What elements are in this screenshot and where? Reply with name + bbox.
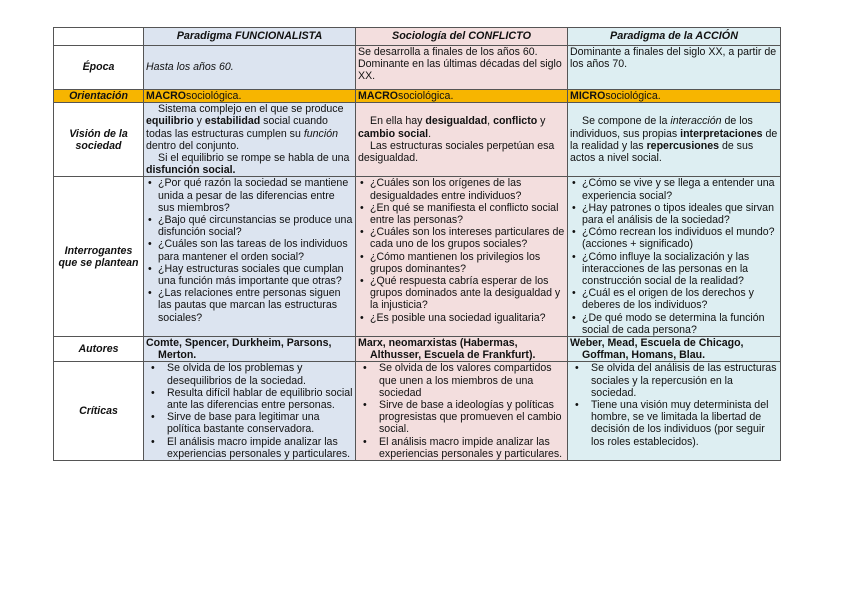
row-criticas bbox=[54, 362, 781, 461]
text-italic: interacción bbox=[670, 115, 722, 128]
interrogantes-conflicto bbox=[356, 177, 568, 337]
row-autores bbox=[54, 337, 781, 362]
label-epoca: Época bbox=[54, 46, 144, 90]
row-vision bbox=[54, 103, 781, 177]
vision-accion bbox=[568, 103, 781, 177]
row-epoca bbox=[54, 46, 781, 90]
list-item: • ¿Cuál es el origen de los derechos y deberes de los individuos? bbox=[570, 287, 778, 311]
autores-funcionalista bbox=[144, 337, 356, 362]
text: de los individuos, sus propias bbox=[570, 115, 753, 140]
text-bold: repercusiones bbox=[646, 139, 719, 152]
interrogantes-funcionalista-list bbox=[146, 177, 353, 323]
vision-accion-p bbox=[570, 115, 778, 164]
label-autores: Autores bbox=[54, 337, 144, 362]
list-item: • ¿Qué respuesta cabría esperar de los grupos dominados ante la desigualdad y la injusticia? bbox=[358, 275, 565, 312]
list-item: • ¿Es posible una sociedad igualitaria? bbox=[358, 312, 565, 324]
list-item: • ¿Hay patrones o tipos ideales que sirvan para el análisis de la sociedad? bbox=[570, 202, 778, 226]
criticas-funcionalista-list bbox=[146, 362, 353, 460]
list-item: • Se olvida de los problemas y desequilibrios de la sociedad. bbox=[146, 362, 353, 386]
header-row bbox=[54, 28, 781, 46]
criticas-accion bbox=[568, 362, 781, 461]
epoca-funcionalista: Hasta los años 60. bbox=[144, 46, 356, 90]
list-item: • Se olvida del análisis de las estructuras sociales y la repercusión en la sociedad. bbox=[570, 362, 778, 399]
row-orientacion bbox=[54, 90, 781, 103]
text: de la realidad y las bbox=[570, 127, 778, 152]
vision-conflicto bbox=[356, 103, 568, 177]
label-interrogantes: Interrogantes que se plantean bbox=[54, 177, 144, 337]
text: dentro del conjunto. bbox=[146, 139, 240, 152]
row-interrogantes bbox=[54, 177, 781, 337]
text: , bbox=[487, 115, 494, 128]
vision-funcionalista-p1 bbox=[146, 103, 353, 152]
list-item: • El análisis macro impide analizar las experiencias personales y particulares. bbox=[358, 436, 565, 460]
autores-line: Comte, Spencer, Durkheim, Parsons, bbox=[146, 337, 332, 350]
autores-accion bbox=[568, 337, 781, 362]
interrogantes-accion bbox=[568, 177, 781, 337]
autores-line: Weber, Mead, Escuela de Chicago, bbox=[570, 337, 744, 350]
autores-line: Althusser, Escuela de Frankfurt). bbox=[370, 349, 536, 362]
orientacion-funcionalista-bold: MACRO bbox=[146, 90, 187, 102]
text: Se compone de la bbox=[582, 115, 671, 128]
text-bold: interpretaciones bbox=[680, 127, 763, 140]
list-item: • Sirve de base a ideologías y políticas progresistas que promueven el cambio social. bbox=[358, 399, 565, 436]
header-conflicto: Sociología del CONFLICTO bbox=[356, 28, 568, 46]
list-item: • Se olvida de los valores compartidos que unen a los miembros de una sociedad bbox=[358, 362, 565, 399]
text-bold: disfunción social. bbox=[146, 164, 236, 177]
text: Sistema complejo en el que se produce bbox=[158, 103, 344, 116]
vision-conflicto-p2: Las estructuras sociales perpetúan esa desigualdad. bbox=[358, 139, 555, 165]
orientacion-funcionalista-rest: sociológica. bbox=[186, 90, 242, 102]
text: Si el equilibrio se rompe se habla de una bbox=[158, 152, 350, 165]
corner-cell bbox=[54, 28, 144, 46]
autores-line: Marx, neomarxistas (Habermas, bbox=[358, 337, 518, 350]
criticas-funcionalista bbox=[144, 362, 356, 461]
header-accion: Paradigma de la ACCIÓN bbox=[568, 28, 781, 46]
label-orientacion: Orientación bbox=[54, 90, 144, 103]
list-item: • ¿Cómo influye la socialización y las interacciones de las personas en la construcción social de la realidad? bbox=[570, 251, 778, 288]
interrogantes-funcionalista bbox=[144, 177, 356, 337]
list-item: • ¿Hay estructuras sociales que cumplan una función más importante que otras? bbox=[146, 263, 353, 287]
list-item: • El análisis macro impide analizar las experiencias personales y particulares. bbox=[146, 436, 353, 460]
list-item: • ¿En qué se manifiesta el conflicto social entre las personas? bbox=[358, 202, 565, 226]
list-item: • ¿Por qué razón la sociedad se mantiene unida a pesar de las diferencias entre sus miembros? bbox=[146, 177, 353, 214]
text-italic: función bbox=[303, 127, 338, 140]
epoca-accion: Dominante a finales del siglo XX, a partir de los años 70. bbox=[568, 46, 781, 90]
text-bold: estabilidad bbox=[204, 115, 261, 128]
text: y bbox=[537, 115, 546, 128]
epoca-conflicto: Se desarrolla a finales de los años 60. Dominante en las últimas décadas del siglo XX. bbox=[356, 46, 568, 90]
autores-conflicto bbox=[356, 337, 568, 362]
orientacion-accion-bold: MICRO bbox=[570, 90, 606, 102]
vision-conflicto-p1 bbox=[358, 115, 565, 139]
orientacion-accion-rest: sociológica. bbox=[605, 90, 661, 102]
orientacion-conflicto-rest: sociológica. bbox=[398, 90, 454, 102]
text: . bbox=[428, 127, 432, 140]
list-item: • Sirve de base para legitimar una política bastante conservadora. bbox=[146, 411, 353, 435]
header-funcionalista: Paradigma FUNCIONALISTA bbox=[144, 28, 356, 46]
criticas-conflicto-list bbox=[358, 362, 565, 460]
criticas-conflicto bbox=[356, 362, 568, 461]
vision-funcionalista bbox=[144, 103, 356, 177]
list-item: • ¿Cómo mantienen los privilegios los grupos dominantes? bbox=[358, 251, 565, 275]
orientacion-accion bbox=[568, 90, 781, 103]
vision-funcionalista-p2 bbox=[146, 152, 353, 176]
autores-line: Goffman, Homans, Blau. bbox=[582, 349, 706, 362]
text: de sus actos a nivel social. bbox=[570, 139, 754, 165]
paradigms-table bbox=[53, 27, 781, 461]
list-item: • ¿Las relaciones entre personas siguen las pautas que marcan las estructuras sociales? bbox=[146, 287, 353, 324]
autores-line: Merton. bbox=[158, 349, 197, 362]
text-bold: conflicto bbox=[493, 115, 538, 128]
list-item: • ¿Cuáles son las tareas de los individuos para mantener el orden social? bbox=[146, 238, 353, 262]
orientacion-conflicto bbox=[356, 90, 568, 103]
list-item: • ¿Cómo recrean los individuos el mundo? (acciones + significado) bbox=[570, 226, 778, 250]
interrogantes-conflicto-list bbox=[358, 177, 565, 323]
orientacion-conflicto-bold: MACRO bbox=[358, 90, 399, 102]
criticas-accion-list bbox=[570, 362, 778, 447]
list-item: • ¿De qué modo se determina la función social de cada persona? bbox=[570, 312, 778, 336]
text: social cuando todas las estructuras cumplen su bbox=[146, 115, 328, 140]
label-criticas: Críticas bbox=[54, 362, 144, 461]
list-item: • ¿Cómo se vive y se llega a entender una experiencia social? bbox=[570, 177, 778, 201]
text: En ella hay bbox=[370, 115, 426, 128]
text-bold: equilibrio bbox=[146, 115, 194, 128]
text-bold: desigualdad bbox=[425, 115, 488, 128]
list-item: • Tiene una visión muy determinista del hombre, se ve limitada la libertad de decisión de los individuos (por seguir los roles establecidos). bbox=[570, 399, 778, 448]
interrogantes-accion-list bbox=[570, 177, 778, 336]
text: y bbox=[193, 115, 205, 128]
orientacion-funcionalista bbox=[144, 90, 356, 103]
text-bold: cambio social bbox=[358, 127, 429, 140]
label-vision: Visión de la sociedad bbox=[54, 103, 144, 177]
list-item: • ¿Bajo qué circunstancias se produce una disfunción social? bbox=[146, 214, 353, 238]
list-item: • ¿Cuáles son los orígenes de las desigualdades entre individuos? bbox=[358, 177, 565, 201]
list-item: • Resulta difícil hablar de equilibrio social ante las diferencias entre personas. bbox=[146, 387, 353, 411]
list-item: • ¿Cuáles son los intereses particulares de cada uno de los grupos sociales? bbox=[358, 226, 565, 250]
